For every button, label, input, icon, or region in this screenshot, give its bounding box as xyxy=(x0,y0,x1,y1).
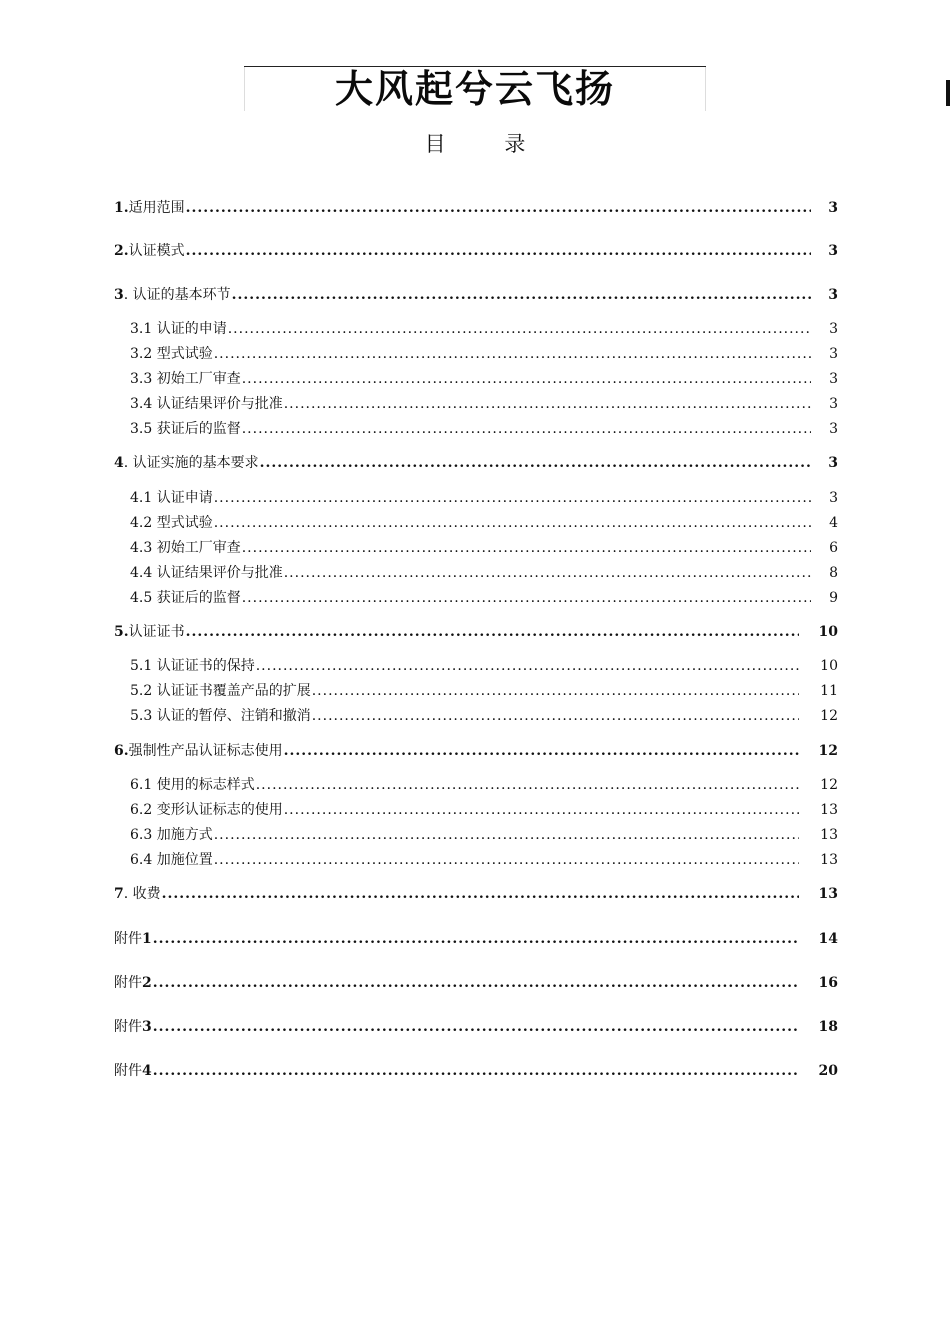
toc-entry-label: 6.4 加施位置 xyxy=(130,852,213,868)
toc-dot-leader xyxy=(214,515,811,531)
toc-dot-leader xyxy=(284,802,799,818)
toc-dot-leader xyxy=(153,1019,799,1035)
toc-entry-label: 3.1 认证的申请 xyxy=(130,321,227,337)
toc-dot-leader xyxy=(256,658,799,674)
toc-entry-label: 认证证书 xyxy=(128,624,185,640)
toc-entry[interactable] xyxy=(130,587,838,607)
toc-dot-leader xyxy=(214,852,799,868)
toc-entry[interactable] xyxy=(130,705,838,725)
toc-dot-leader xyxy=(284,396,811,412)
page-edge-mark xyxy=(946,80,950,106)
toc-dot-leader xyxy=(228,321,811,337)
toc-dot-leader xyxy=(186,243,811,259)
toc-entry-page: 12 xyxy=(820,777,838,793)
toc-dot-leader xyxy=(242,371,811,387)
toc-entry-page: 12 xyxy=(820,708,838,724)
toc-dot-leader xyxy=(153,1063,799,1079)
toc-entry[interactable] xyxy=(130,849,838,869)
toc-entry-page: 13 xyxy=(820,802,838,818)
toc-entry-page: 13 xyxy=(820,827,838,843)
toc-entry-label: 3.3 初始工厂审查 xyxy=(130,371,241,387)
toc-entry[interactable] xyxy=(114,240,838,260)
toc-entry-label: 认证模式 xyxy=(128,243,185,259)
toc-entry[interactable] xyxy=(130,418,838,438)
toc-entry-label: 6.2 变形认证标志的使用 xyxy=(130,802,283,818)
toc-dot-leader xyxy=(242,421,811,437)
toc-entry[interactable] xyxy=(130,343,838,363)
toc-entry-page: 3 xyxy=(829,396,838,412)
toc-entry-label: 附件 xyxy=(114,975,142,991)
toc-entry-page: 10 xyxy=(818,624,838,640)
toc-entry-label: 4.2 型式试验 xyxy=(130,515,213,531)
toc-entry-page: 13 xyxy=(818,886,838,902)
banner-edge-right xyxy=(705,67,706,111)
toc-dot-leader xyxy=(214,490,811,506)
toc-entry-page: 16 xyxy=(818,975,838,991)
toc-entry[interactable] xyxy=(130,512,838,532)
toc-entry-page: 8 xyxy=(829,565,838,581)
toc-entry-number: 1. xyxy=(114,200,129,216)
toc-entry-page: 3 xyxy=(829,421,838,437)
toc-dot-leader xyxy=(260,455,811,471)
toc-entry[interactable] xyxy=(114,1060,838,1080)
toc-dot-leader xyxy=(153,975,799,991)
toc-entry[interactable] xyxy=(114,928,838,948)
toc-entry-label: . 收费 xyxy=(123,886,161,902)
toc-entry-page: 3 xyxy=(828,200,838,216)
toc-entry[interactable] xyxy=(130,318,838,338)
toc-entry[interactable] xyxy=(130,562,838,582)
toc-entry-page: 3 xyxy=(828,287,838,303)
toc-entry-page: 3 xyxy=(829,321,838,337)
toc-dot-leader xyxy=(214,346,811,362)
toc-entry-label: . 认证的基本环节 xyxy=(123,287,231,303)
toc-entry-label: 附件 xyxy=(114,1063,142,1079)
toc-entry-label: 5.2 认证证书覆盖产品的扩展 xyxy=(130,683,311,699)
toc-dot-leader xyxy=(312,683,799,699)
toc-entry-number: 2 xyxy=(142,975,152,991)
toc-dot-leader xyxy=(312,708,799,724)
toc-entry[interactable] xyxy=(130,537,838,557)
toc-entry-number: 4 xyxy=(142,1063,152,1079)
toc-dot-leader xyxy=(256,777,799,793)
banner-calligraphy: 大风起兮云飞扬 xyxy=(334,66,615,111)
toc-entry-page: 12 xyxy=(818,743,838,759)
toc-dot-leader xyxy=(284,743,799,759)
toc-entry-page: 3 xyxy=(828,455,838,471)
toc-entry-number: 1 xyxy=(142,931,152,947)
toc-entry-page: 9 xyxy=(829,590,838,606)
toc-entry-number: 2. xyxy=(114,243,129,259)
toc-entry-label: 6.1 使用的标志样式 xyxy=(130,777,255,793)
toc-entry-number: 7 xyxy=(114,886,124,902)
toc-entry-label: 3.2 型式试验 xyxy=(130,346,213,362)
toc-entry-label: 4.3 初始工厂审查 xyxy=(130,540,241,556)
toc-entry-page: 10 xyxy=(820,658,838,674)
toc-entry-number: 4 xyxy=(114,455,124,471)
toc-entry[interactable] xyxy=(114,883,838,903)
toc-entry-label: 适用范围 xyxy=(128,200,185,216)
toc-entry-page: 14 xyxy=(818,931,838,947)
toc-entry-label: 3.4 认证结果评价与批准 xyxy=(130,396,283,412)
toc-entry[interactable] xyxy=(114,1016,838,1036)
toc-entry[interactable] xyxy=(114,740,838,760)
toc-entry-page: 20 xyxy=(818,1063,838,1079)
toc-entry[interactable] xyxy=(130,680,838,700)
toc-dot-leader xyxy=(186,200,811,216)
toc-entry-page: 3 xyxy=(829,371,838,387)
toc-entry-number: 3 xyxy=(142,1019,152,1035)
toc-entry[interactable] xyxy=(130,487,838,507)
toc-dot-leader xyxy=(232,287,811,303)
toc-entry-label: 4.5 获证后的监督 xyxy=(130,590,241,606)
toc-entry-page: 6 xyxy=(829,540,838,556)
toc-dot-leader xyxy=(214,827,799,843)
toc-entry[interactable] xyxy=(130,799,838,819)
toc-entry-label: 4.1 认证申请 xyxy=(130,490,213,506)
toc-entry-number: 3 xyxy=(114,287,124,303)
toc-title: 目 录 xyxy=(424,132,552,156)
toc-entry-label: 附件 xyxy=(114,931,142,947)
toc-entry[interactable] xyxy=(114,197,838,217)
toc-entry[interactable] xyxy=(114,452,838,472)
toc-entry-number: 6. xyxy=(114,743,129,759)
toc-entry-label: 强制性产品认证标志使用 xyxy=(128,743,283,759)
toc-entry[interactable] xyxy=(114,621,838,641)
toc-entry-label: 3.5 获证后的监督 xyxy=(130,421,241,437)
toc-entry-label: 5.1 认证证书的保持 xyxy=(130,658,255,674)
toc-entry[interactable] xyxy=(130,655,838,675)
toc-dot-leader xyxy=(284,565,811,581)
toc-dot-leader xyxy=(242,540,811,556)
toc-dot-leader xyxy=(153,931,799,947)
toc-dot-leader xyxy=(162,886,799,902)
toc-dot-leader xyxy=(242,590,811,606)
toc-entry[interactable] xyxy=(130,774,838,794)
toc-entry-label: . 认证实施的基本要求 xyxy=(123,455,259,471)
toc-entry-label: 6.3 加施方式 xyxy=(130,827,213,843)
toc-dot-leader xyxy=(186,624,799,640)
toc-entry-page: 4 xyxy=(829,515,838,531)
toc-entry-page: 11 xyxy=(820,683,838,699)
toc-entry-label: 5.3 认证的暂停、注销和撤消 xyxy=(130,708,311,724)
toc-entry-page: 18 xyxy=(818,1019,838,1035)
toc-entry[interactable] xyxy=(130,824,838,844)
toc-entry-label: 附件 xyxy=(114,1019,142,1035)
toc-entry-label: 4.4 认证结果评价与批准 xyxy=(130,565,283,581)
toc-entry-number: 5. xyxy=(114,624,129,640)
toc-entry[interactable] xyxy=(130,368,838,388)
toc-entry[interactable] xyxy=(114,284,838,304)
header-banner xyxy=(244,66,706,111)
toc-entry[interactable] xyxy=(114,972,838,992)
toc-entry-page: 3 xyxy=(828,243,838,259)
toc-entry[interactable] xyxy=(130,393,838,413)
toc-entry-page: 13 xyxy=(820,852,838,868)
toc-entry-page: 3 xyxy=(829,346,838,362)
toc-entry-page: 3 xyxy=(829,490,838,506)
